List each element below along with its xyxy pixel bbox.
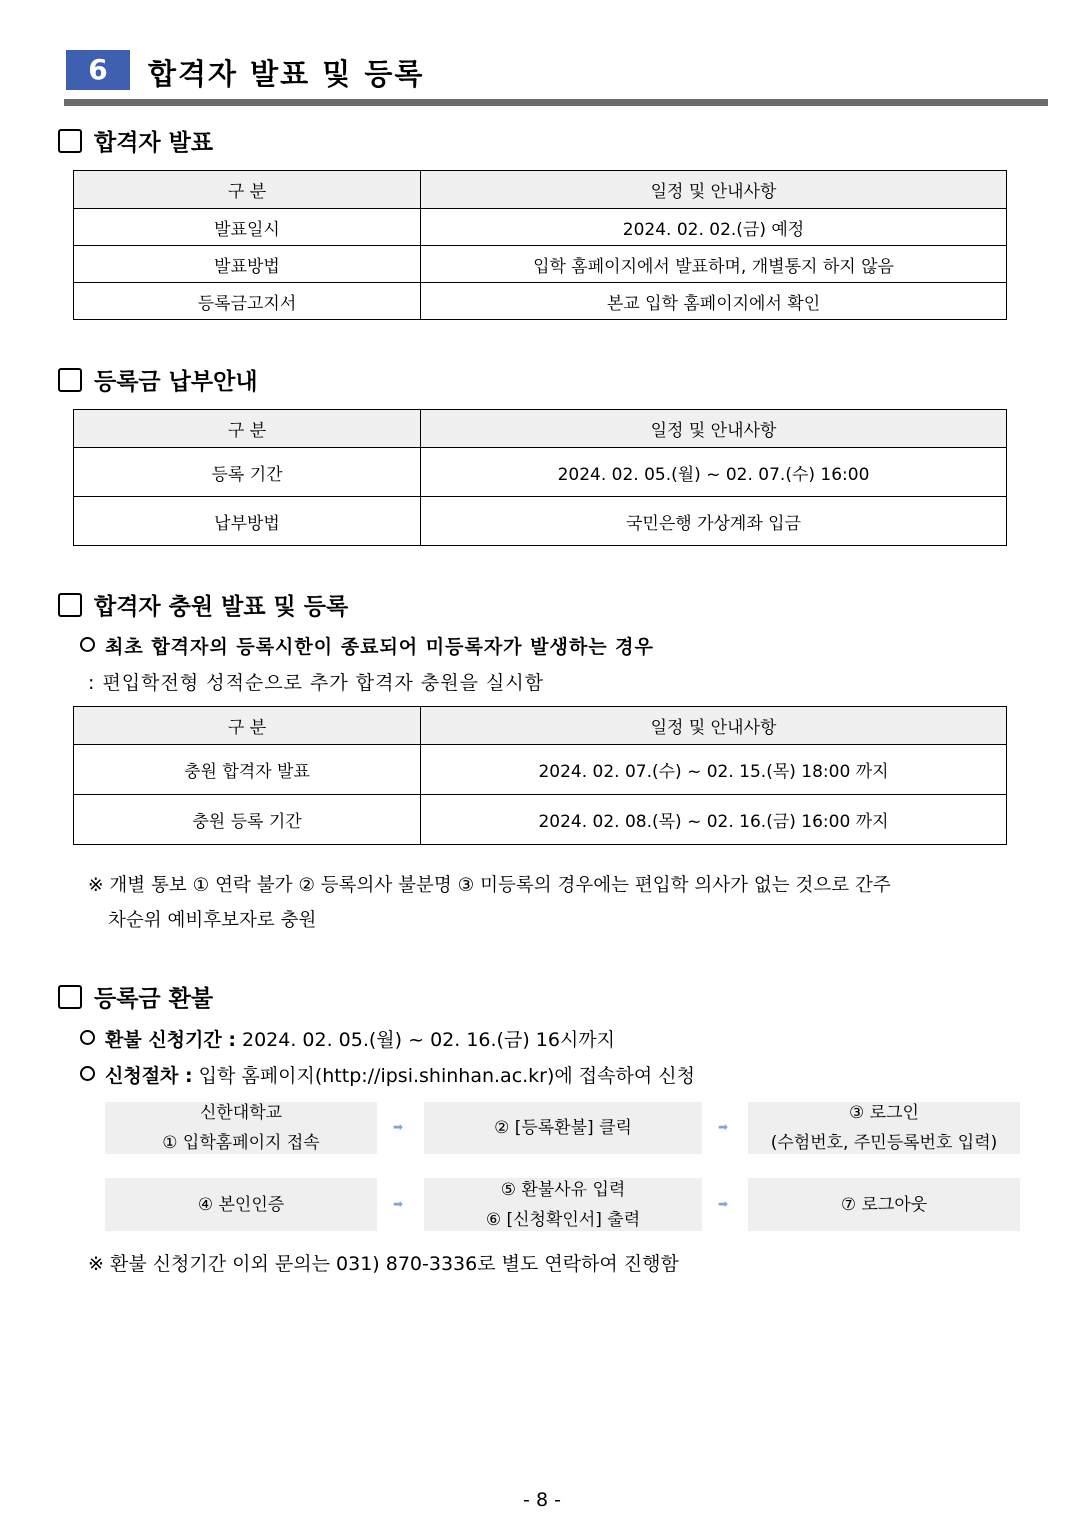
table-cell: 충원 등록 기간 — [74, 795, 421, 845]
checkbox-square-icon — [58, 129, 82, 153]
chapter-title: 합격자 발표 및 등록 — [148, 57, 425, 91]
table-row — [74, 246, 1007, 283]
table-header: 일정 및 안내사항 — [421, 707, 1007, 745]
table-header: 일정 및 안내사항 — [421, 171, 1007, 209]
arrow-right-icon: ➡ — [718, 1197, 729, 1211]
table-cell: 등록금고지서 — [74, 283, 421, 320]
table-cell: 2024. 02. 08.(목) ~ 02. 16.(금) 16:00 까지 — [421, 795, 1007, 845]
table-row — [74, 745, 1007, 795]
arrow-right-icon: ➡ — [718, 1120, 729, 1134]
table-cell: 납부방법 — [74, 497, 421, 546]
refund-step-1: 신한대학교 ① 입학홈페이지 접속 — [105, 1102, 377, 1154]
section-refund-title: 등록금 환불 — [58, 980, 213, 1013]
payment-table — [73, 409, 1007, 546]
circle-bullet-icon — [80, 1066, 95, 1081]
refund-note: ※ 환불 신청기간 이외 문의는 031) 870-3336로 별도 연락하여 진행함 — [88, 1253, 679, 1275]
checkbox-square-icon — [58, 368, 82, 392]
refund-step-4: ④ 본인인증 — [105, 1178, 377, 1231]
additional-sub: : 편입학전형 성적순으로 추가 합격자 충원을 실시함 — [88, 672, 545, 694]
refund-step-6: ⑦ 로그아웃 — [748, 1178, 1020, 1231]
refund-step-3: ③ 로그인 (수험번호, 주민등록번호 입력) — [748, 1102, 1020, 1154]
table-cell: 2024. 02. 07.(수) ~ 02. 15.(목) 18:00 까지 — [421, 745, 1007, 795]
arrow-right-icon: ➡ — [393, 1120, 404, 1134]
chapter-number: 6 — [66, 50, 130, 90]
table-cell: 발표방법 — [74, 246, 421, 283]
table-row — [74, 795, 1007, 845]
page-number: - 8 - — [523, 1489, 561, 1511]
additional-bullet: 최초 합격자의 등록시한이 종료되어 미등록자가 발생하는 경우 — [80, 632, 654, 659]
table-header: 구 분 — [74, 707, 421, 745]
announce-table — [73, 170, 1007, 320]
table-header: 일정 및 안내사항 — [421, 410, 1007, 448]
circle-bullet-icon — [80, 637, 95, 652]
table-row — [74, 209, 1007, 246]
table-cell: 발표일시 — [74, 209, 421, 246]
checkbox-square-icon — [58, 593, 82, 617]
table-header: 구 분 — [74, 171, 421, 209]
refund-step-5: ⑤ 환불사유 입력 ⑥ [신청확인서] 출력 — [424, 1178, 702, 1231]
table-cell: 국민은행 가상계좌 입금 — [421, 497, 1007, 546]
section-additional-title: 합격자 충원 발표 및 등록 — [58, 588, 348, 621]
section-payment-title: 등록금 납부안내 — [58, 363, 258, 396]
table-cell: 2024. 02. 05.(월) ~ 02. 07.(수) 16:00 — [421, 448, 1007, 497]
table-cell: 충원 합격자 발표 — [74, 745, 421, 795]
table-row — [74, 448, 1007, 497]
table-cell: 본교 입학 홈페이지에서 확인 — [421, 283, 1007, 320]
circle-bullet-icon — [80, 1030, 95, 1045]
refund-procedure: 신청절차 : 입학 홈페이지(http://ipsi.shinhan.ac.kr)에 접속하여 신청 — [80, 1061, 695, 1088]
table-cell: 입학 홈페이지에서 발표하며, 개별통지 하지 않음 — [421, 246, 1007, 283]
header-rule — [64, 99, 1048, 106]
additional-table — [73, 706, 1007, 845]
additional-note-1: ※ 개별 통보 ① 연락 불가 ② 등록의사 불분명 ③ 미등록의 경우에는 편입학 의사가 없는 것으로 간주 — [88, 875, 891, 896]
table-cell: 등록 기간 — [74, 448, 421, 497]
checkbox-square-icon — [58, 985, 82, 1009]
refund-step-2: ② [등록환불] 클릭 — [424, 1102, 702, 1154]
table-row — [74, 497, 1007, 546]
section-announce-title: 합격자 발표 — [58, 124, 213, 157]
refund-period: 환불 신청기간 : 2024. 02. 05.(월) ~ 02. 16.(금) 16시까지 — [80, 1025, 615, 1052]
table-header: 구 분 — [74, 410, 421, 448]
table-cell: 2024. 02. 02.(금) 예정 — [421, 209, 1007, 246]
arrow-right-icon: ➡ — [393, 1197, 404, 1211]
table-row — [74, 283, 1007, 320]
additional-note-2: 차순위 예비후보자로 충원 — [108, 910, 317, 931]
